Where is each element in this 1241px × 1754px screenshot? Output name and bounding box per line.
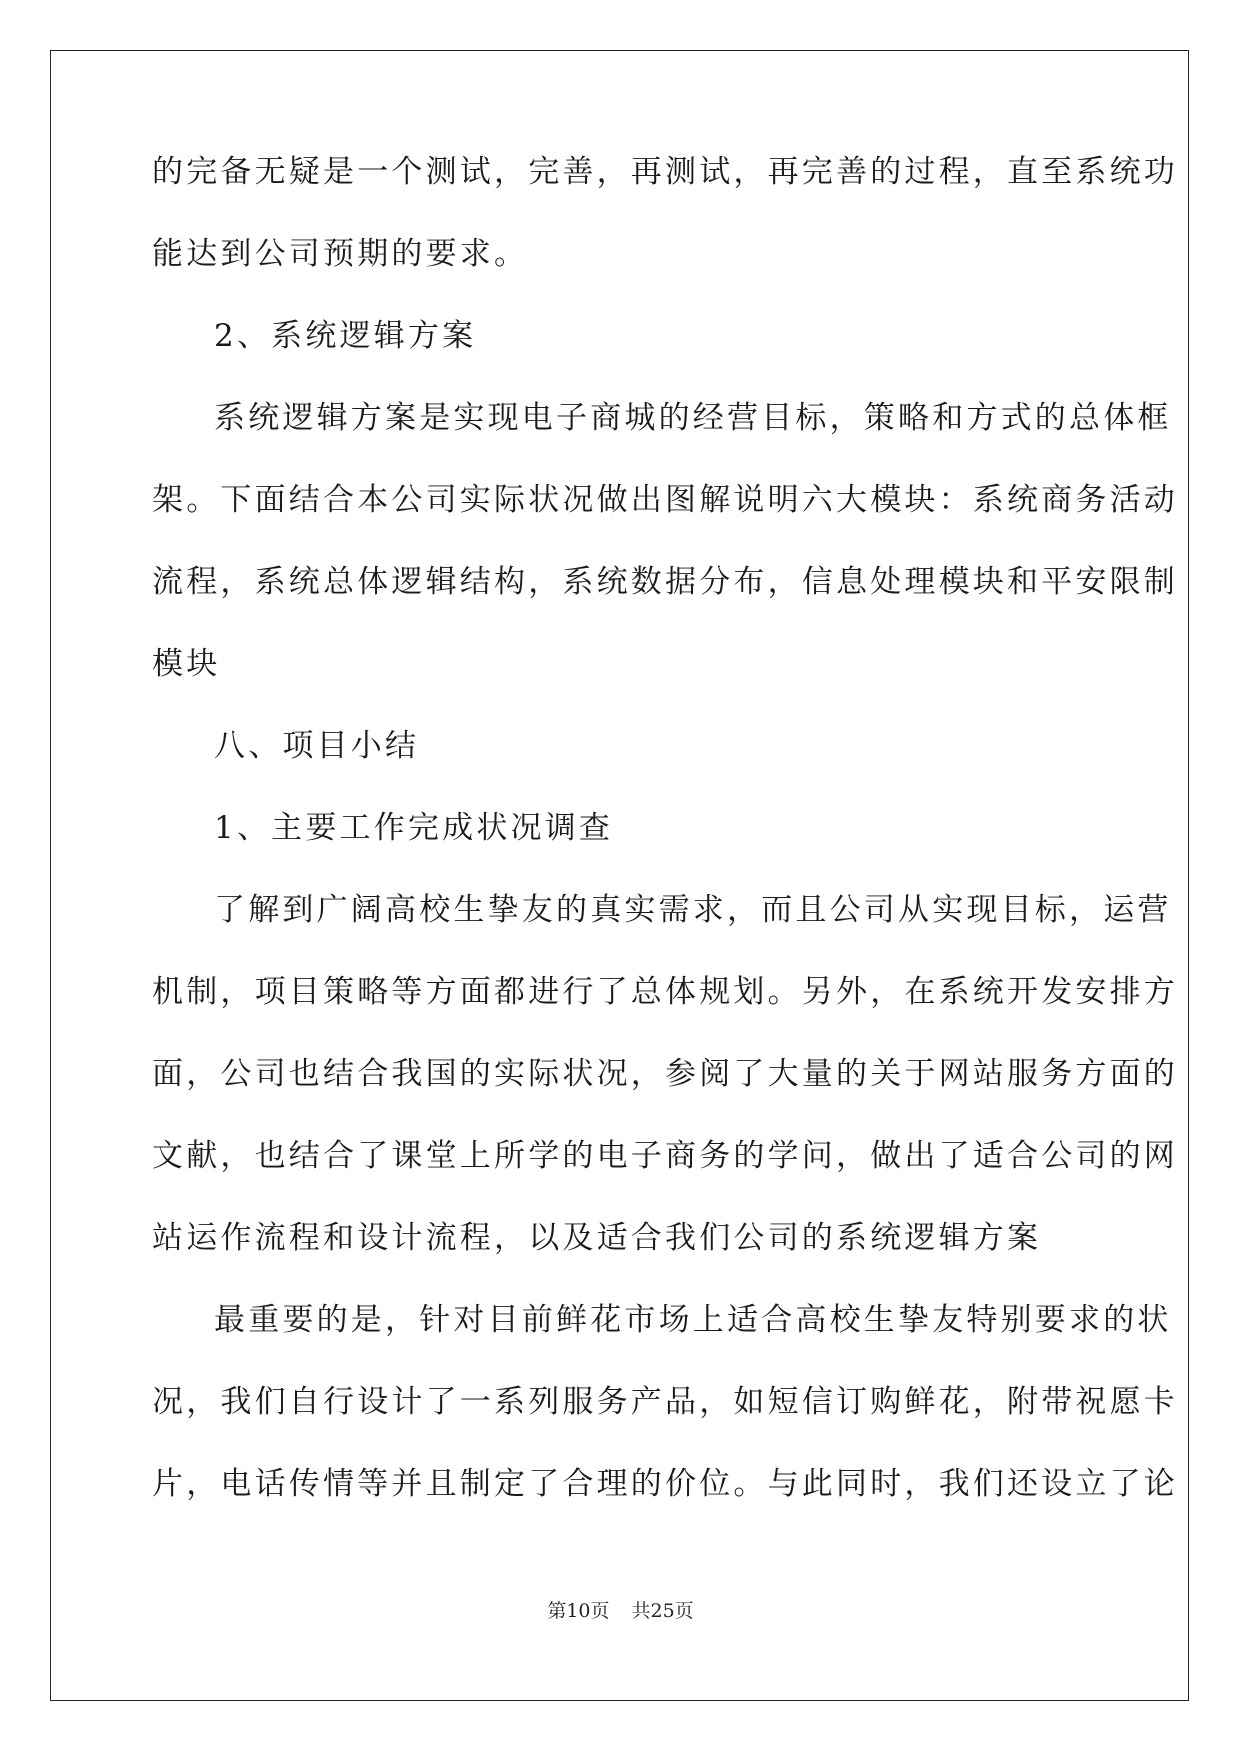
text-line: 的完备无疑是一个测试，完善，再测试，再完善的过程，直至系统功 — [152, 154, 1178, 190]
text-line: 站运作流程和设计流程，以及适合我们公司的系统逻辑方案 — [152, 1220, 1042, 1256]
text-line: 系统逻辑方案是实现电子商城的经营目标，策略和方式的总体框 — [214, 400, 1172, 436]
text-line: 文献，也结合了课堂上所学的电子商务的学问，做出了适合公司的网 — [152, 1138, 1178, 1174]
section-heading: 八、项目小结 — [214, 728, 420, 764]
text-line: 模块 — [152, 646, 221, 682]
text-line: 机制，项目策略等方面都进行了总体规划。另外，在系统开发安排方 — [152, 974, 1178, 1010]
text-line: 最重要的是，针对目前鲜花市场上适合高校生挚友特别要求的状 — [214, 1302, 1172, 1338]
text-line: 片，电话传情等并且制定了合理的价位。与此同时，我们还设立了论 — [152, 1466, 1178, 1502]
text-line: 了解到广阔高校生挚友的真实需求，而且公司从实现目标，运营 — [214, 892, 1172, 928]
text-line: 流程，系统总体逻辑结构，系统数据分布，信息处理模块和平安限制 — [152, 564, 1178, 600]
text-line: 面，公司也结合我国的实际状况，参阅了大量的关于网站服务方面的 — [152, 1056, 1178, 1092]
section-heading: 1、主要工作完成状况调查 — [214, 810, 614, 846]
text-line: 况，我们自行设计了一系列服务产品，如短信订购鲜花，附带祝愿卡 — [152, 1384, 1178, 1420]
current-page-number: 第10页 — [547, 1600, 610, 1622]
section-heading: 2、系统逻辑方案 — [214, 318, 477, 354]
page-footer — [0, 1596, 1241, 1623]
text-line: 架。下面结合本公司实际状况做出图解说明六大模块：系统商务活动 — [152, 482, 1178, 518]
total-pages: 共25页 — [631, 1600, 694, 1622]
text-line: 能达到公司预期的要求。 — [152, 236, 529, 272]
